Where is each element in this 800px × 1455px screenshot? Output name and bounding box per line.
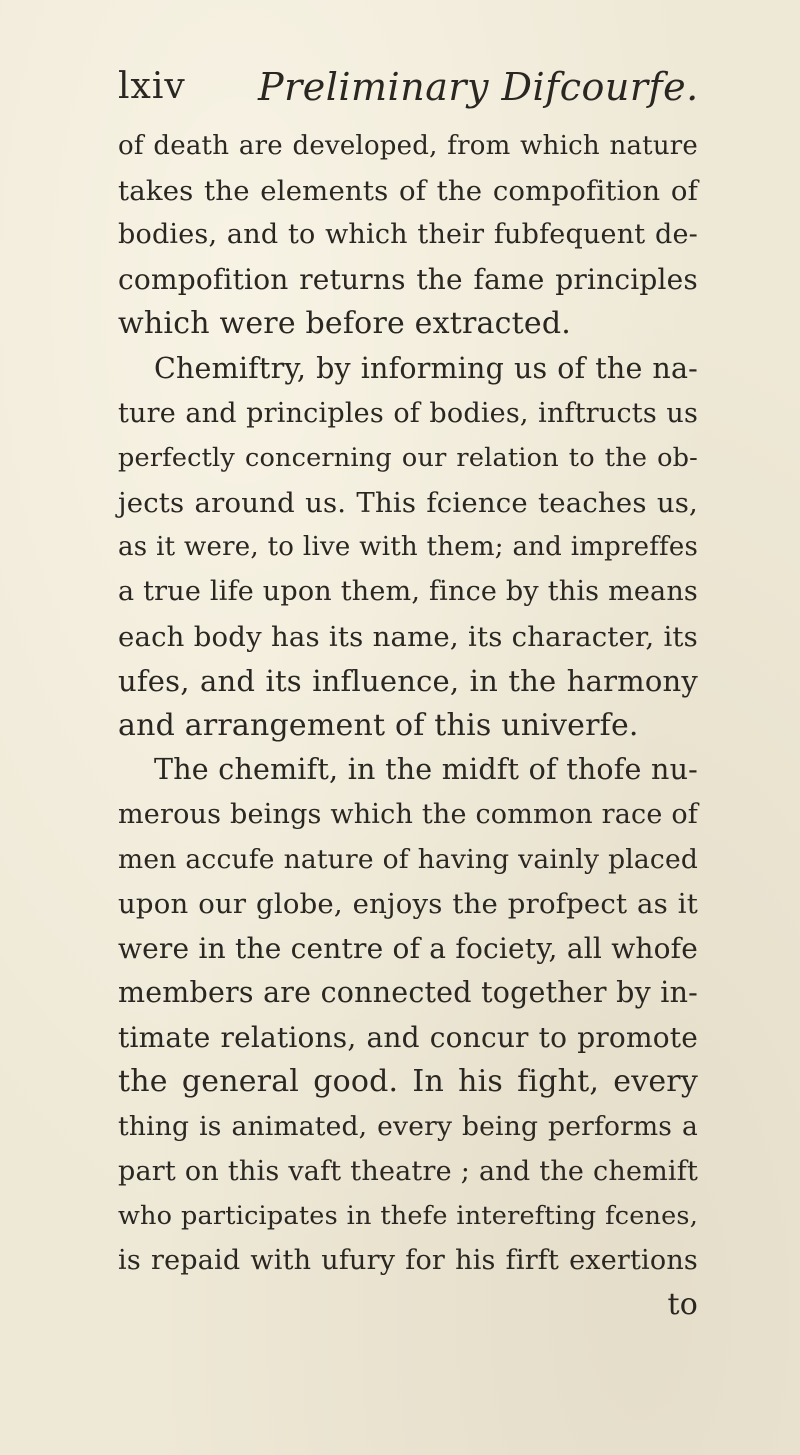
page-header [118, 62, 718, 112]
text-line: takes the elements of the compofition of [118, 174, 698, 207]
text-line: perfectly concerning our relation to the ob- [118, 443, 698, 474]
body-text [118, 124, 698, 1328]
text-line: The chemift, in the midft of thofe nu- [154, 753, 698, 787]
running-head: Preliminary Difcourfe. [258, 65, 699, 109]
text-line: ufes, and its influence, in the harmony [118, 664, 698, 699]
text-line: who participates in thefe interefting fcenes, [118, 1201, 698, 1232]
text-line: men accufe nature of having vainly placed [118, 843, 698, 875]
text-line: bodies, and to which their fubfequent de- [118, 219, 698, 251]
text-line: upon our globe, enjoys the profpect as it [118, 888, 698, 921]
text-line: a true life upon them, fince by this means [118, 575, 698, 607]
catchword: to [667, 1287, 698, 1323]
text-line: were in the centre of a fociety, all whofe [118, 931, 698, 965]
text-line: part on this vaft theatre ; and the chemift [118, 1155, 698, 1187]
text-line: which were before extracted. [118, 306, 571, 342]
text-line: and arrangement of this univerfe. [118, 707, 639, 743]
text-line: compofition returns the fame principles [118, 262, 698, 296]
text-line: thing is animated, every being performs a [118, 1111, 698, 1143]
text-line: the general good. In his fight, every [118, 1064, 698, 1100]
text-line: is repaid with ufury for his firft exertions [118, 1244, 698, 1276]
text-line: ture and principles of bodies, inftructs us [118, 397, 698, 429]
text-line: of death are developed, from which nature [118, 131, 698, 161]
text-line: Chemiftry, by informing us of the na- [154, 351, 698, 385]
page-number: lxiv [118, 66, 186, 107]
text-line: as it were, to live with them; and impreffes [118, 532, 698, 563]
text-line: each body has its name, its character, its [118, 620, 698, 653]
text-line: jects around us. This fcience teaches us, [118, 486, 698, 519]
text-line: merous beings which the common race of [118, 798, 698, 830]
text-line: members are connected together by in- [118, 976, 698, 1010]
text-line: timate relations, and concur to promote [118, 1020, 698, 1054]
